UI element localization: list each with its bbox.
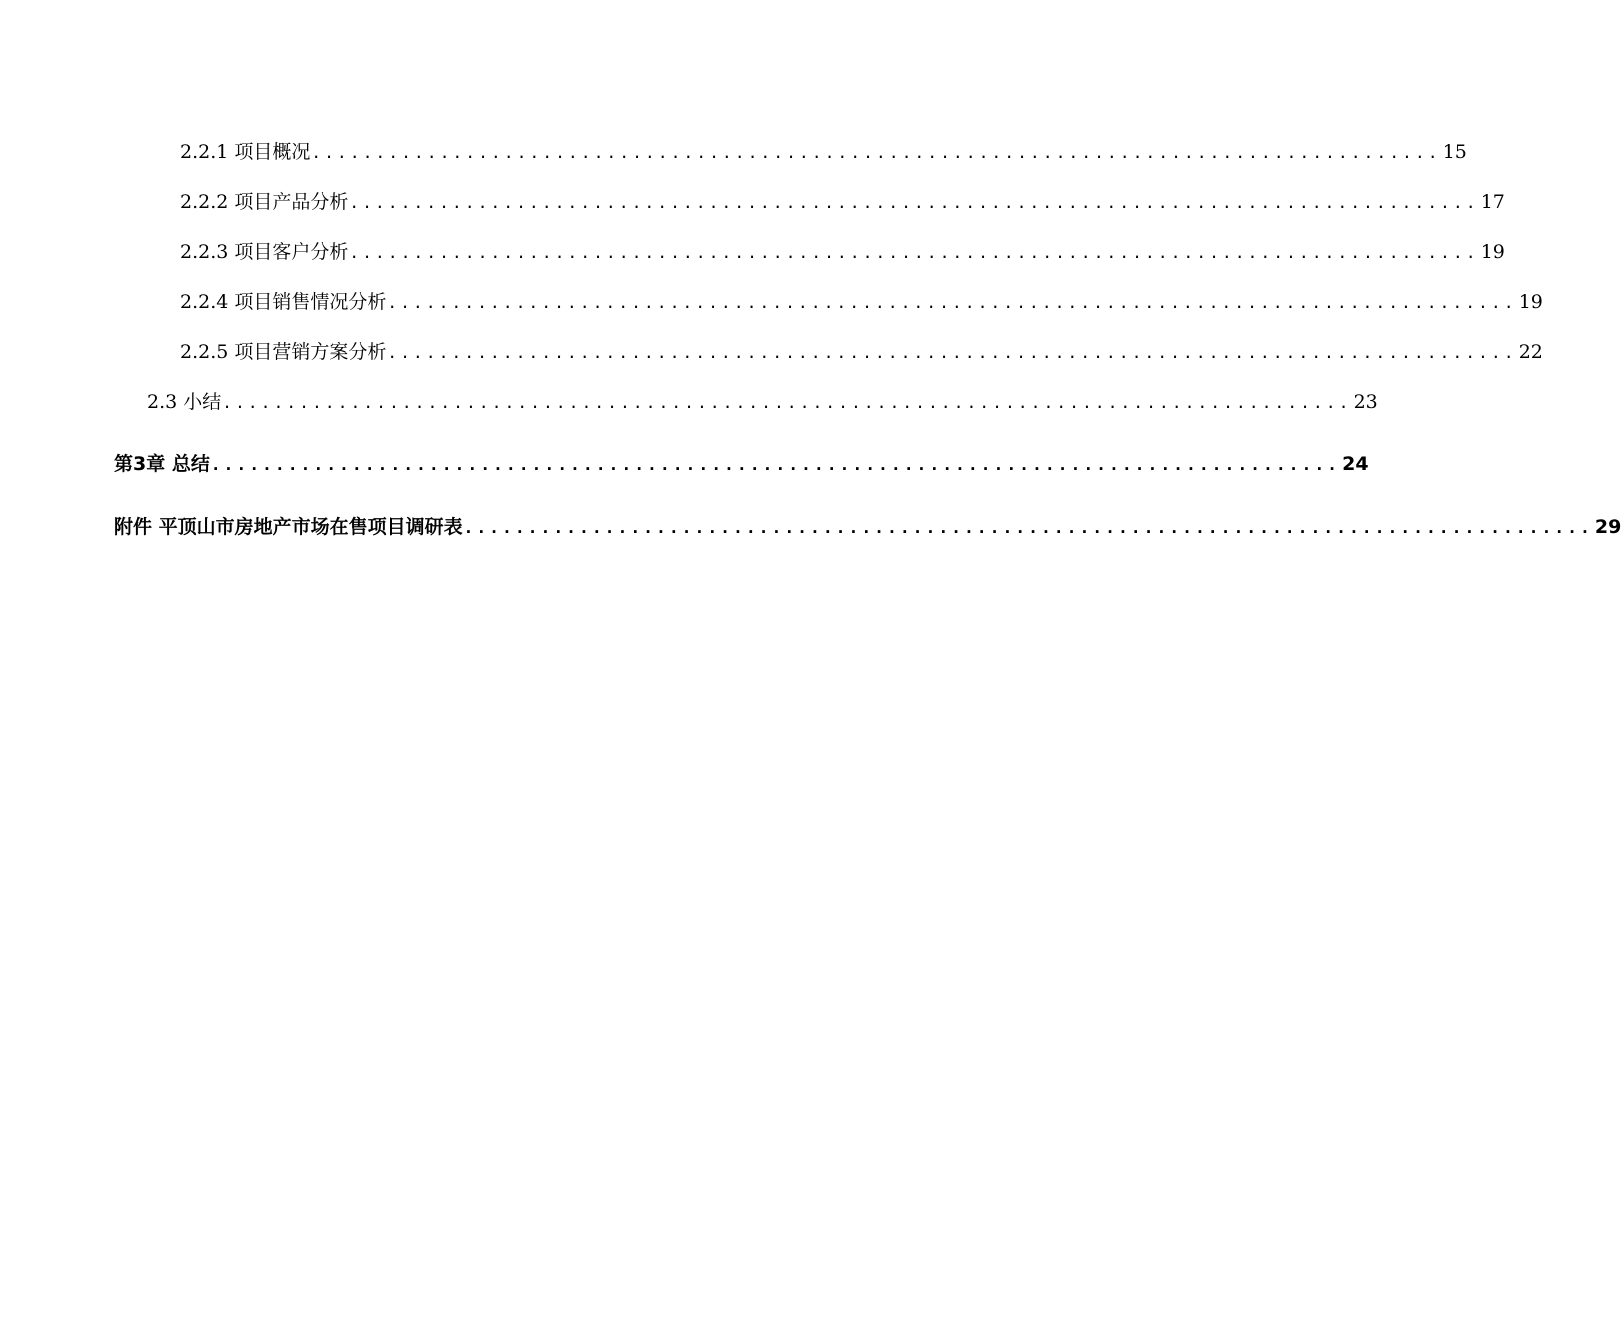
leader-dots: ........................................................................................	[222, 393, 1352, 412]
toc-entry-title: 第3章 总结	[114, 453, 210, 475]
toc-entry-title: 附件 平顶山市房地产市场在售项目调研表	[114, 516, 463, 538]
leader-dots: ........................................................................................	[210, 455, 1341, 474]
toc-entry-title: 2.2.3 项目客户分析	[180, 241, 349, 263]
leader-dots: ........................................................................................	[311, 143, 1441, 162]
toc-entry-title: 2.3 小结	[147, 391, 222, 413]
leader-dots: ........................................................................................	[387, 343, 1517, 362]
toc-entry[interactable]	[180, 190, 1505, 215]
toc-entry-title: 2.2.4 项目销售情况分析	[180, 291, 387, 313]
toc-page-number: 22	[1518, 341, 1543, 363]
toc-page-number: 17	[1480, 191, 1505, 213]
toc-page-number: 23	[1353, 391, 1378, 413]
leader-dots: ........................................................................................	[463, 518, 1593, 537]
toc-entry[interactable]	[114, 515, 1621, 540]
toc-entry[interactable]	[114, 452, 1369, 477]
toc-entry[interactable]	[180, 340, 1543, 365]
leader-dots: ........................................................................................	[349, 243, 1479, 262]
toc-entry[interactable]	[147, 390, 1378, 415]
toc-entry[interactable]	[180, 140, 1467, 165]
toc-entry-title: 2.2.1 项目概况	[180, 141, 311, 163]
toc-page-number: 15	[1442, 141, 1467, 163]
toc-entry[interactable]	[180, 290, 1543, 315]
toc-entry-title: 2.2.2 项目产品分析	[180, 191, 349, 213]
leader-dots: ........................................................................................	[349, 193, 1479, 212]
toc-page-number: 19	[1480, 241, 1505, 263]
toc-page-number: 19	[1518, 291, 1543, 313]
toc-entry[interactable]	[180, 240, 1505, 265]
leader-dots: ........................................................................................	[387, 293, 1517, 312]
toc-page-number: 29	[1594, 516, 1621, 538]
toc-page-number: 24	[1342, 453, 1369, 475]
toc-entry-title: 2.2.5 项目营销方案分析	[180, 341, 387, 363]
